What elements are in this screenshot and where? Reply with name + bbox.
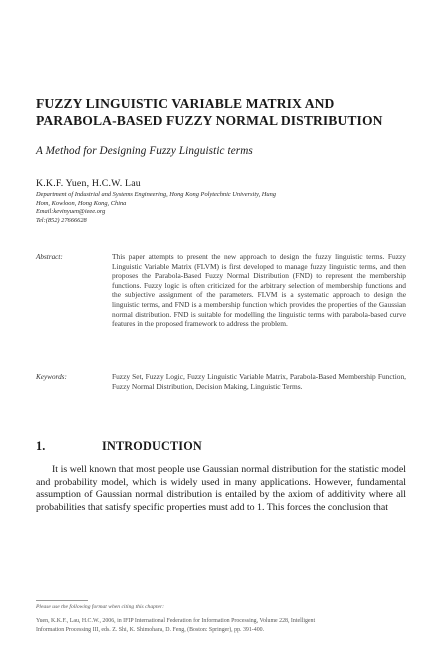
paper-authors: K.K.F. Yuen, H.C.W. Lau (36, 178, 141, 189)
abstract-label: Abstract: (36, 253, 63, 261)
abstract-text: This paper attempts to present the new approach to design the fuzzy linguistic terms. Fuzzy Linguistic Variable Matrix (FLVM) is first developed to manage fuzzy linguistic terms, and then proposes the Parabola-Based Fuzzy Normal Distribution (FND) to represent the membership functions. Fuzzy logic is often criticized for the arbitrary selection of membership functions and the subjective assignment of the parameters. FLVM is a systematic approach to design the linguistic terms, and FND is a membership function which provides the properties of the Gaussian normal distribution. FND is suitable for modelling the linguistic terms with parabola-based curve features in the proposed framework to address the problem. (112, 252, 406, 329)
citation-line: Information Processing III, eds. Z. Shi, K. Shimohara, D. Feng, (Boston: Springer), pp. 391-400. (36, 627, 265, 633)
citation-line: Yuen, K.K.F., Lau, H.C.W., 2006, in IFIP International Federation for Information Processing, Volume 228, Intelligent (36, 618, 316, 624)
affiliation-line: Hom, Kowloon, Hong Kong, China (36, 199, 127, 207)
body-paragraph: It is well known that most people use Gaussian normal distribution for the statistic model and probability model, which is widely used in many applications. However, fundamental assumption of Gaussian normal distribution is entailed by the axiom of additivity where all probabilities that satisfy specific properties must add to 1. This forces the conclusion that (36, 464, 406, 513)
affiliation-phone: Tel:(852) 27666628 (36, 216, 87, 224)
affiliation-email: Email:kevinyuen@ieee.org (36, 208, 106, 216)
footnote-divider (36, 600, 88, 601)
paper-title: FUZZY LINGUISTIC VARIABLE MATRIX AND PARABOLA-BASED FUZZY NORMAL DISTRIBUTION (36, 96, 383, 128)
section-title: INTRODUCTION (102, 439, 202, 453)
section-heading (36, 439, 416, 454)
affiliation-line: Department of Industrial and Systems Engineering, Hong Kong Polytechnic University, Hung (36, 191, 276, 198)
author-affiliation (36, 191, 420, 225)
keywords-label: Keywords: (36, 373, 67, 381)
citation-note: Please use the following format when citing this chapter: (36, 604, 165, 610)
paper-subtitle: A Method for Designing Fuzzy Linguistic terms (36, 145, 253, 157)
body-text (36, 464, 406, 514)
keywords-text: Fuzzy Set, Fuzzy Logic, Fuzzy Linguistic Variable Matrix, Parabola-Based Membership Function, Fuzzy Normal Distribution, Decision Making, Linguistic Terms. (112, 372, 406, 391)
section-number: 1. (36, 439, 46, 453)
citation-source (36, 617, 424, 635)
